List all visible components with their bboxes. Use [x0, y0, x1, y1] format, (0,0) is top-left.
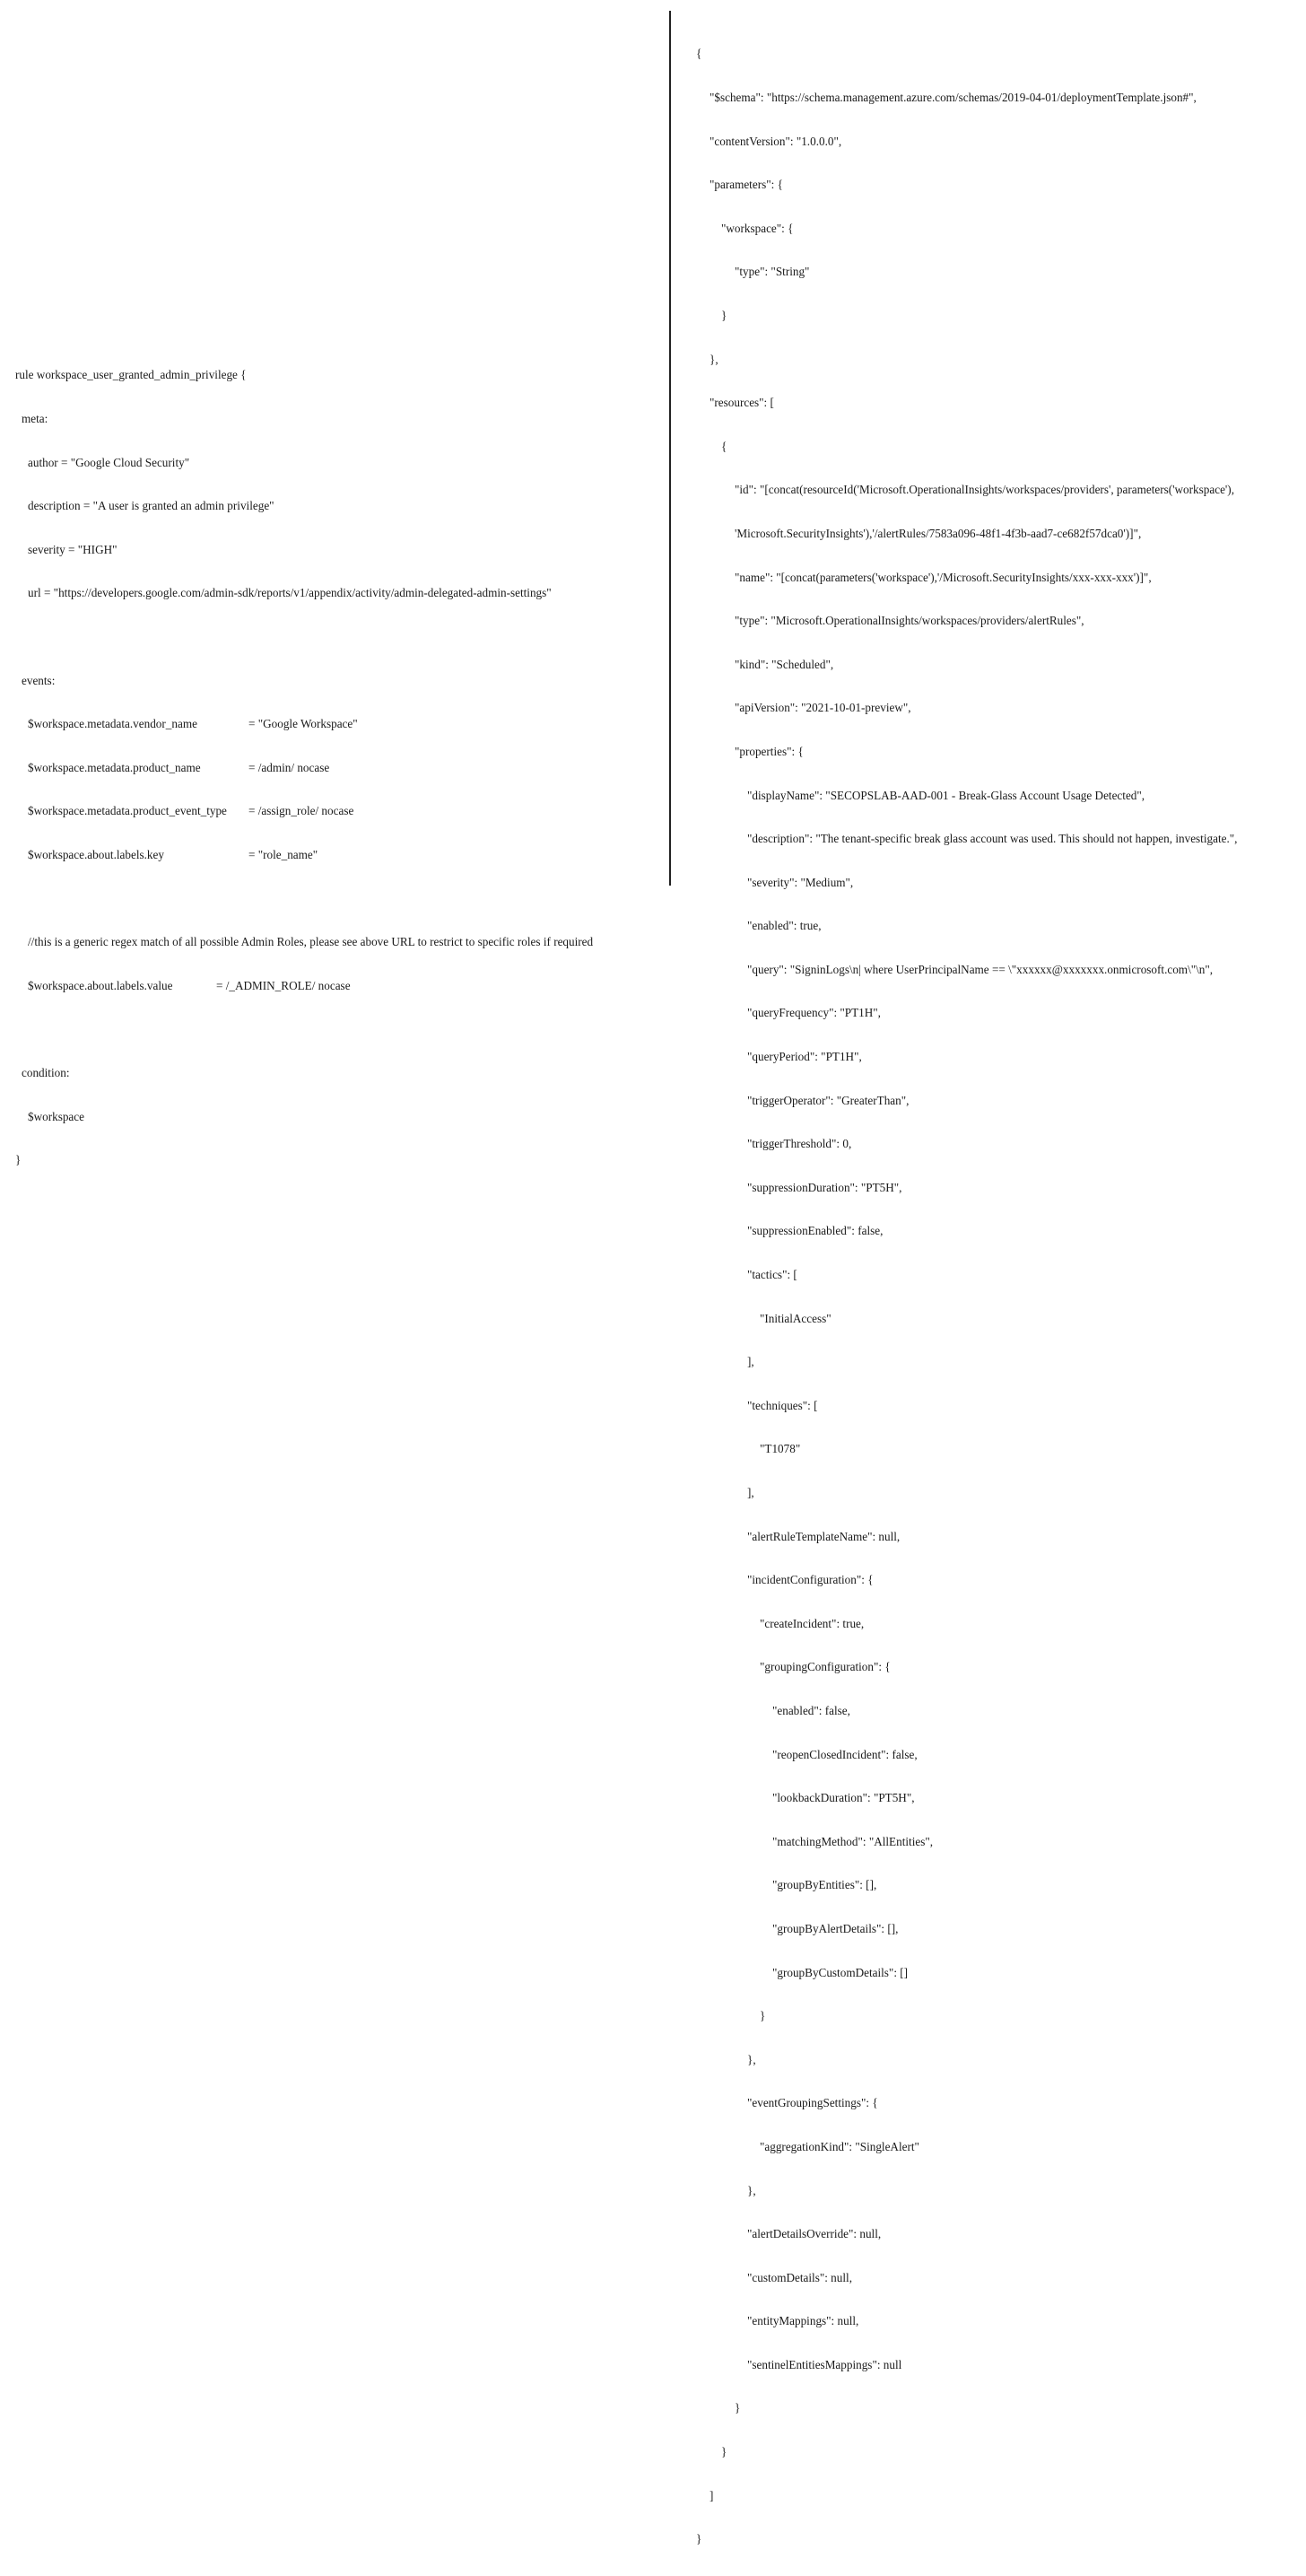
code-line: "enabled": false, — [772, 1703, 850, 1717]
code-line: "query": "SigninLogs\n| where UserPrincipalName == \"xxxxxx@xxxxxxx.onmicrosoft.com\"\n", — [747, 962, 1214, 976]
code-line: { — [721, 439, 727, 453]
event-field: $workspace.about.labels.key — [28, 847, 164, 861]
yara-rule-code — [15, 339, 593, 1197]
code-line: severity = "HIGH" — [28, 542, 118, 556]
code-line: "groupingConfiguration": { — [760, 1660, 891, 1674]
code-line — [15, 848, 593, 862]
arm-template-panel — [673, 0, 1306, 2546]
code-line: "type": "String" — [735, 265, 810, 279]
code-line: "groupByCustomDetails": [] — [772, 1965, 909, 1979]
code-line — [15, 804, 593, 818]
code-line: "alertRuleTemplateName": null, — [747, 1529, 901, 1543]
code-line: "kind": "Scheduled", — [735, 657, 834, 671]
code-line: "sentinelEntitiesMappings": null — [747, 2357, 902, 2371]
event-field: $workspace.about.labels.value — [28, 978, 173, 992]
code-line: "description": "The tenant-specific break glass account was used. This should not happen, investigate.", — [747, 832, 1238, 846]
blank-line — [15, 630, 593, 644]
code-line: "reopenClosedIncident": false, — [772, 1747, 918, 1761]
code-line: "eventGroupingSettings": { — [747, 2096, 878, 2110]
code-line: { — [696, 47, 702, 61]
code-line: }, — [747, 2052, 756, 2066]
code-line: "tactics": [ — [747, 1268, 797, 1282]
code-line: 'Microsoft.SecurityInsights'),'/alertRules/7583a096-48f1-4f3b-aad7-ce682f57dca0')]", — [735, 526, 1142, 540]
arm-template-code — [696, 18, 1237, 2576]
code-line: } — [696, 2532, 702, 2546]
code-line: url = "https://developers.google.com/admin-sdk/reports/v1/appendix/activity/admin-delegated-admin-settings" — [28, 586, 552, 600]
code-line: meta: — [22, 412, 48, 425]
yara-rule-panel — [0, 0, 669, 1167]
code-line: "severity": "Medium", — [747, 875, 854, 889]
event-value: = "role_name" — [248, 847, 318, 861]
code-line: "lookbackDuration": "PT5H", — [772, 1791, 915, 1805]
code-line — [15, 717, 593, 731]
event-field: $workspace.metadata.product_name — [28, 760, 201, 774]
code-line: "matchingMethod": "AllEntities", — [772, 1834, 934, 1848]
code-line: "properties": { — [735, 744, 804, 758]
vertical-divider — [669, 11, 671, 886]
event-field: $workspace.metadata.vendor_name — [28, 717, 197, 731]
code-line: condition: — [22, 1065, 70, 1079]
code-line — [15, 761, 593, 775]
code-line: } — [760, 2009, 766, 2023]
code-line: "suppressionEnabled": false, — [747, 1224, 884, 1238]
code-line: "groupByEntities": [], — [772, 1878, 877, 1892]
code-line: } — [735, 2401, 741, 2415]
code-line: events: — [22, 673, 56, 687]
code-line: description = "A user is granted an admin privilege" — [28, 499, 274, 513]
event-value: = /_ADMIN_ROLE/ nocase — [216, 978, 351, 992]
code-line: "workspace": { — [721, 221, 794, 235]
code-line: "apiVersion": "2021-10-01-preview", — [735, 701, 911, 715]
code-line: "aggregationKind": "SingleAlert" — [760, 2139, 919, 2153]
code-line: "queryFrequency": "PT1H", — [747, 1006, 881, 1020]
code-line: "contentVersion": "1.0.0.0", — [710, 134, 842, 148]
code-line: }, — [710, 352, 718, 366]
code-line: "$schema": "https://schema.management.azure.com/schemas/2019-04-01/deploymentTemplate.json#", — [710, 91, 1197, 104]
event-value: = /assign_role/ nocase — [248, 804, 354, 818]
code-line: "alertDetailsOverride": null, — [747, 2227, 882, 2241]
event-field: $workspace.metadata.product_event_type — [28, 804, 227, 818]
code-line — [15, 979, 593, 993]
code-line: "displayName": "SECOPSLAB-AAD-001 - Break-Glass Account Usage Detected", — [747, 788, 1145, 802]
code-line: "InitialAccess" — [760, 1311, 831, 1325]
code-line: ], — [747, 1355, 754, 1369]
code-line: "customDetails": null, — [747, 2270, 852, 2284]
code-line: }, — [747, 2183, 756, 2197]
event-value: = "Google Workspace" — [248, 717, 358, 731]
code-line: "createIncident": true, — [760, 1616, 865, 1630]
code-line: "name": "[concat(parameters('workspace'),'/Microsoft.SecurityInsights/xxx-xxx-xxx')]", — [735, 570, 1152, 584]
code-line: "suppressionDuration": "PT5H", — [747, 1180, 902, 1194]
blank-line — [15, 892, 593, 906]
code-line: } — [15, 1153, 22, 1167]
code-line: ], — [747, 1486, 754, 1499]
event-value: = /admin/ nocase — [248, 760, 330, 774]
code-line: "T1078" — [760, 1442, 801, 1456]
code-line: "parameters": { — [710, 178, 783, 192]
code-line: "groupByAlertDetails": [], — [772, 1921, 899, 1935]
code-line: } — [721, 2445, 727, 2459]
code-line: rule workspace_user_granted_admin_privilege { — [15, 368, 247, 382]
code-line: "triggerOperator": "GreaterThan", — [747, 1093, 910, 1107]
code-line: ] — [710, 2488, 714, 2502]
code-line: author = "Google Cloud Security" — [28, 455, 190, 469]
code-line: $workspace — [28, 1109, 84, 1123]
code-line: "resources": [ — [710, 396, 774, 410]
code-line: } — [721, 308, 727, 322]
code-line: "entityMappings": null, — [747, 2314, 859, 2328]
code-line: "techniques": [ — [747, 1398, 818, 1412]
code-line: "triggerThreshold": 0, — [747, 1137, 852, 1151]
code-comment: //this is a generic regex match of all possible Admin Roles, please see above URL to restrict to specific roles if required — [28, 935, 594, 949]
code-line: "queryPeriod": "PT1H", — [747, 1050, 862, 1064]
code-line: "id": "[concat(resourceId('Microsoft.OperationalInsights/workspaces/providers', parameters('workspace'), — [735, 483, 1234, 497]
code-line: "enabled": true, — [747, 919, 822, 933]
code-line: "type": "Microsoft.OperationalInsights/workspaces/providers/alertRules", — [735, 614, 1084, 628]
blank-line — [15, 1022, 593, 1036]
code-line: "incidentConfiguration": { — [747, 1573, 874, 1587]
